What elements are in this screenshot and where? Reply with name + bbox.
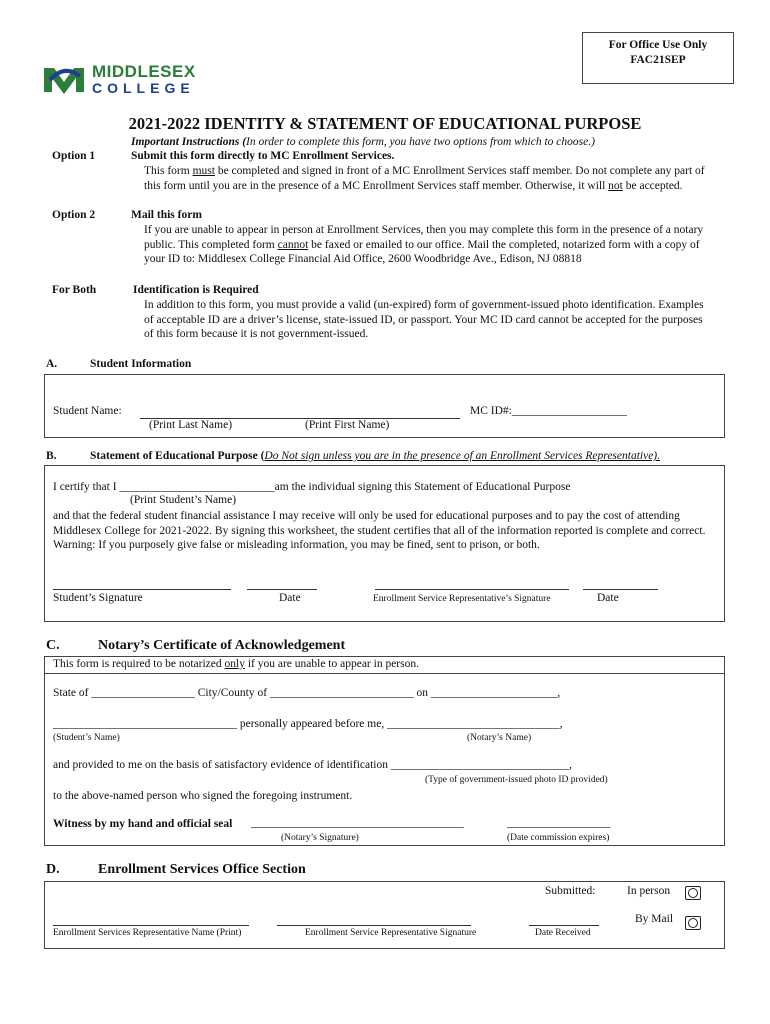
college-logo [42, 60, 212, 100]
option2-label: Option 2 [52, 209, 96, 221]
rep-name-caption: Enrollment Services Representative Name (Print) [53, 928, 242, 938]
rep-signature-caption: Enrollment Service Representative’s Signature [373, 594, 551, 604]
student-name-label: Student Name: [53, 405, 122, 417]
section-d-title: Enrollment Services Office Section [98, 862, 306, 877]
certification-body: and that the federal student financial assistance I may receive will only be used for educational purposes and to pay the cost of attending Middlesex College for 2021-2022. By signing this worksheet, the student certifies that all of the information reported is complete and correct. Warning: If you purposely give false or misleading information, you may be fined, sent to prison, or both. [53, 510, 706, 552]
section-c-letter: C. [46, 638, 60, 653]
form-code: FAC21SEP [630, 54, 686, 66]
student-date-field[interactable] [247, 589, 317, 590]
student-print-name-field[interactable]: ___________________________ [119, 481, 275, 493]
option2-text: If you are unable to appear in person at Enrollment Services, then you may complete this form in the presence of a notary public. This completed form cannot be faxed or emailed to our office. Mail the completed, notarized form with a copy of your ID to: Middlesex College Financial Aid Office, 2600 Woodbridge Ave., Edison, NJ 08818 [144, 224, 704, 266]
named-person-line: to the above-named person who signed the foregoing instrument. [53, 790, 353, 802]
section-c-title: Notary’s Certificate of Acknowledgement [98, 638, 346, 653]
date-received-field[interactable] [529, 925, 599, 926]
option1-text: This form must be completed and signed in front of a MC Enrollment Services staff member. Do not complete any part of this form until you are in the presence of a MC Enrollment Services staff member. Otherwise, it will not be accepted. [144, 165, 705, 192]
student-signature-caption: Student’s Signature [53, 592, 143, 604]
section-d-box [44, 881, 725, 949]
date-received-caption: Date Received [535, 928, 591, 938]
section-b-title: Statement of Educational Purpose (Do Not sign unless you are in the presence of an Enrollment Services Representative). [90, 450, 661, 462]
section-a-letter: A. [46, 358, 58, 370]
logo-line1: MIDDLESEX [92, 62, 196, 81]
section-b-letter: B. [46, 450, 57, 462]
office-use-box [582, 32, 734, 84]
commission-expiry-field[interactable]: __________________ [507, 817, 611, 829]
evidence-line[interactable]: and provided to me on the basis of satisfactory evidence of identification _______________________________, [53, 759, 572, 771]
date-caption-1: Date [279, 592, 301, 604]
notarys-name-caption: (Notary’s Name) [467, 733, 532, 743]
students-name-caption: (Student’s Name) [53, 733, 120, 743]
notary-signature-field[interactable]: _____________________________________ [251, 817, 464, 829]
both-text: In addition to this form, you must provide a valid (un-expired) form of government-issued photo identification. Examples of acceptable ID are a driver’s license, state-issued ID, or passport. Your MC ID card cannot be accepted for the purposes of this form because it is not government-issued. [144, 299, 704, 341]
print-last-name: (Print Last Name) [149, 419, 233, 431]
section-b-box [44, 465, 725, 622]
section-a-box [44, 374, 725, 438]
page-title: 2021-2022 IDENTITY & STATEMENT OF EDUCATIONAL PURPOSE [128, 114, 642, 133]
state-county-line[interactable]: State of __________________ City/County of _________________________ on ______________________, [53, 687, 561, 699]
mc-monogram-icon [42, 62, 86, 98]
certify-line: I certify that I ___________________________am the individual signing this Statement of Educational Purpose [53, 481, 571, 493]
notary-note: This form is required to be notarized only if you are unable to appear in person. [53, 658, 419, 670]
by-mail-checkbox[interactable] [685, 916, 701, 930]
notary-signature-caption: (Notary’s Signature) [281, 833, 359, 843]
option1-heading: Submit this form directly to MC Enrollment Services. [131, 150, 395, 162]
witness-label: Witness by my hand and official seal [53, 818, 233, 830]
by-mail-label: By Mail [635, 913, 674, 925]
student-signature-field[interactable] [53, 589, 231, 590]
date-caption-2: Date [597, 592, 619, 604]
both-label: For Both [52, 284, 97, 296]
in-person-label: In person [627, 885, 671, 897]
rep-name-field[interactable] [53, 925, 249, 926]
section-c-box [44, 673, 725, 846]
print-student-name-caption: (Print Student’s Name) [130, 494, 237, 506]
rep-sig-field[interactable] [277, 925, 471, 926]
submitted-label: Submitted: [545, 885, 596, 897]
logo-line2: COLLEGE [92, 80, 195, 96]
option1-label: Option 1 [52, 150, 96, 162]
rep-sig-caption: Enrollment Service Representative Signature [305, 928, 477, 938]
notary-note-box [44, 656, 725, 674]
id-type-caption: (Type of government-issued photo ID provided) [425, 775, 608, 785]
option2-heading: Mail this form [131, 209, 202, 221]
office-use-label: For Office Use Only [608, 39, 708, 51]
instructions-heading: Important Instructions (In order to complete this form, you have two options from which to choose.) [131, 136, 595, 148]
commission-expiry-caption: (Date commission expires) [507, 833, 610, 843]
in-person-checkbox[interactable] [685, 886, 701, 900]
rep-date-field[interactable] [583, 589, 658, 590]
both-heading: Identification is Required [133, 284, 259, 296]
section-d-letter: D. [46, 862, 60, 877]
appeared-line[interactable]: ________________________________ personally appeared before me, ______________________________, [53, 718, 563, 730]
section-a-title: Student Information [90, 358, 192, 370]
rep-signature-field[interactable] [375, 589, 569, 590]
mc-id-field[interactable]: MC ID#:____________________ [470, 405, 627, 417]
print-first-name: (Print First Name) [305, 419, 390, 431]
